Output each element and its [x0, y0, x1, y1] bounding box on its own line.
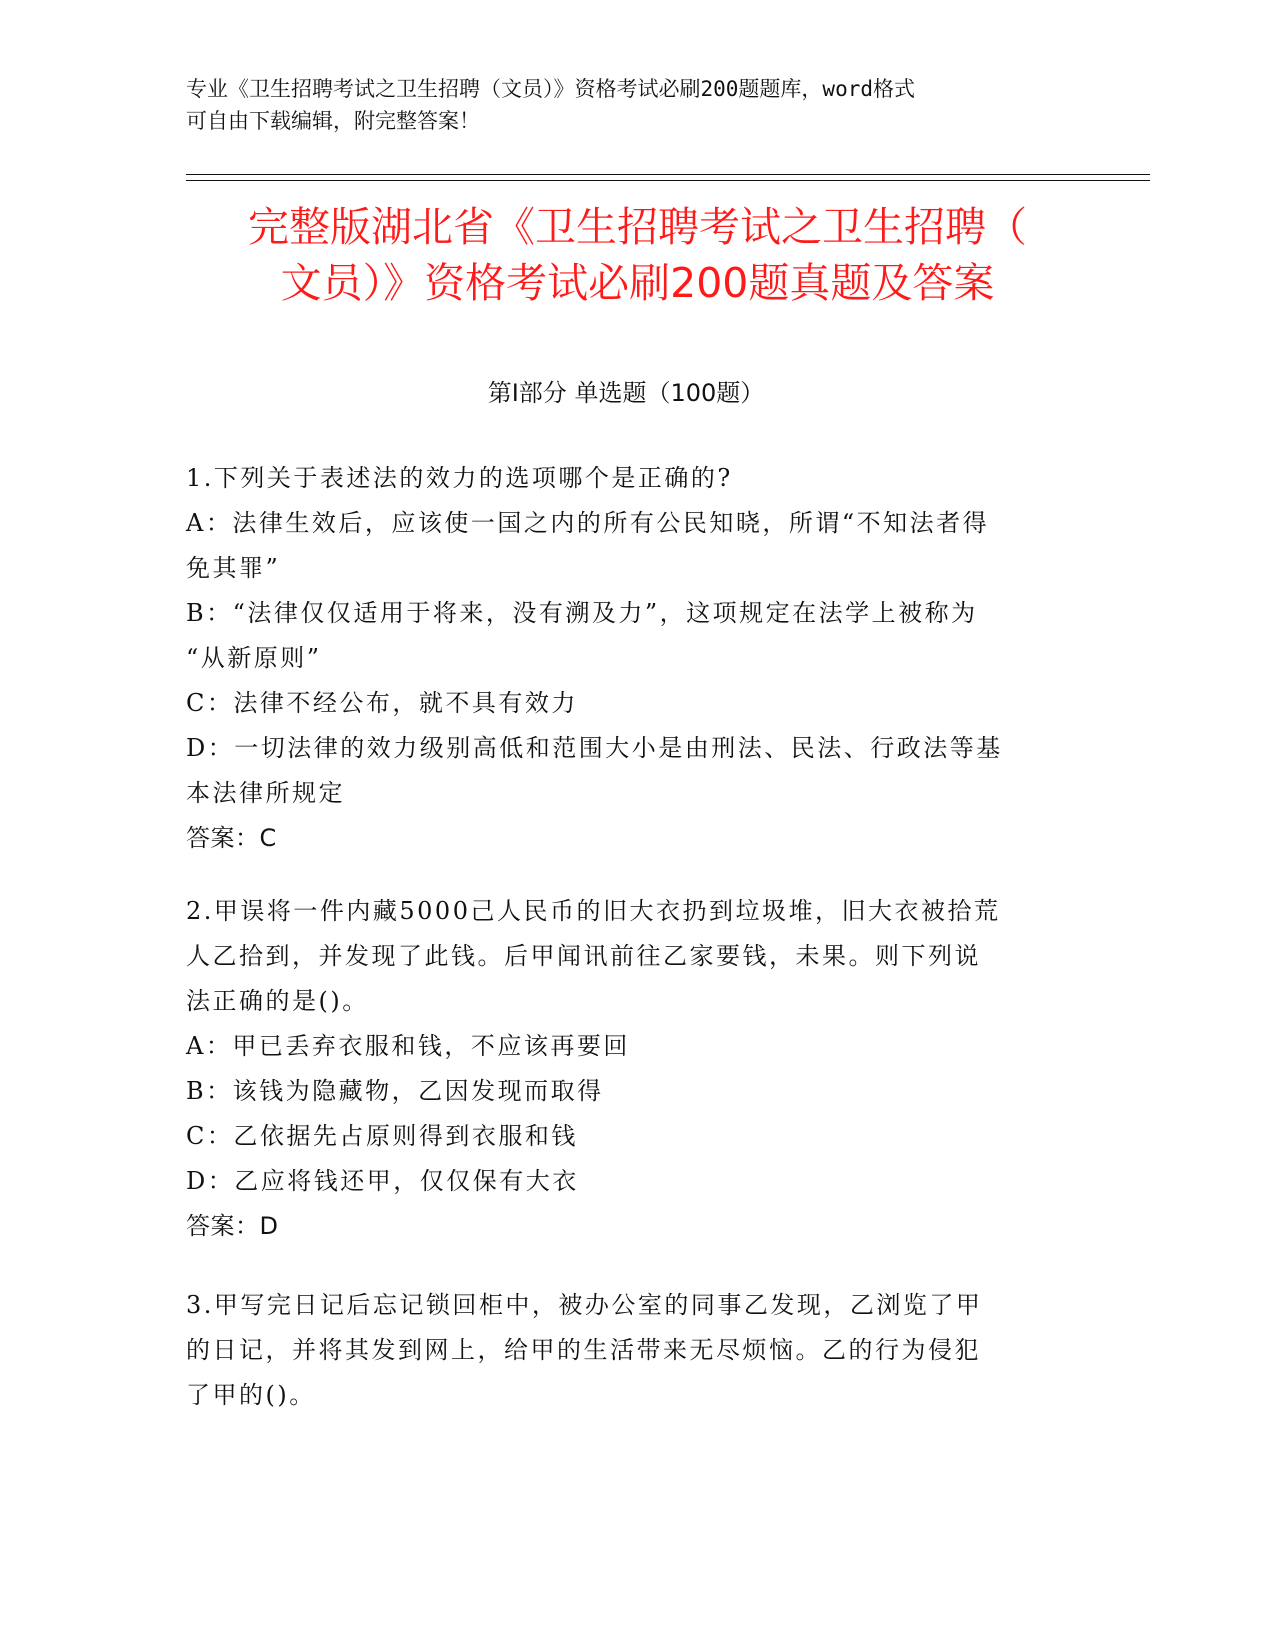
option-b: B：“法律仅仅适用于将来，没有溯及力”，这项规定在法学上被称为: [186, 599, 978, 627]
option-a: A：甲已丢弃衣服和钱，不应该再要回: [186, 1032, 630, 1060]
option-b-cont: “从新原则”: [186, 644, 322, 672]
question-1: [186, 456, 1066, 861]
header-line-2: 可自由下载编辑，附完整答案！: [186, 109, 480, 133]
title-line-1: 完整版湖北省《卫生招聘考试之卫生招聘（: [248, 203, 1027, 251]
option-b: B：该钱为隐藏物，乙因发现而取得: [186, 1077, 604, 1105]
question-3: [186, 1283, 1066, 1418]
question-stem-cont: 法正确的是()。: [186, 987, 369, 1015]
option-a: A：法律生效后，应该使一国之内的所有公民知晓，所谓“不知法者得: [186, 509, 990, 537]
question-stem-cont: 人乙拾到，并发现了此钱。后甲闻讯前往乙家要钱，未果。则下列说: [186, 942, 981, 970]
question-stem: 1.下列关于表述法的效力的选项哪个是正确的?: [186, 464, 733, 492]
section-heading: 第Ⅰ部分 单选题（100题）: [487, 379, 765, 407]
option-d: D：乙应将钱还甲，仅仅保有大衣: [186, 1167, 579, 1195]
answer-1: 答案：C: [186, 824, 277, 852]
question-stem: 3.甲写完日记后忘记锁回柜中，被办公室的同事乙发现，乙浏览了甲: [186, 1291, 983, 1319]
document-title: [170, 199, 1105, 311]
header-line-1: 专业《卫生招聘考试之卫生招聘（文员）》资格考试必刷200题题库，word格式: [186, 77, 915, 101]
option-c: C：法律不经公布，就不具有效力: [186, 689, 578, 717]
option-d-cont: 本法律所规定: [186, 779, 345, 807]
header-rule-bottom: [186, 180, 1150, 181]
option-d: D：一切法律的效力级别高低和范围大小是由刑法、民法、行政法等基: [186, 734, 1003, 762]
question-stem: 2.甲误将一件内藏5000己人民币的旧大衣扔到垃圾堆，旧大衣被拾荒: [186, 897, 1001, 925]
document-header: [186, 73, 1066, 137]
question-stem-cont: 的日记，并将其发到网上，给甲的生活带来无尽烦恼。乙的行为侵犯: [186, 1336, 981, 1364]
question-stem-cont: 了甲的()。: [186, 1381, 316, 1409]
question-2: [186, 889, 1066, 1249]
answer-2: 答案：D: [186, 1212, 279, 1240]
option-a-cont: 免其罪”: [186, 554, 281, 582]
header-rule-top: [186, 174, 1150, 175]
option-c: C：乙依据先占原则得到衣服和钱: [186, 1122, 578, 1150]
title-line-2: 文员）》资格考试必刷200题真题及答案: [280, 259, 995, 307]
